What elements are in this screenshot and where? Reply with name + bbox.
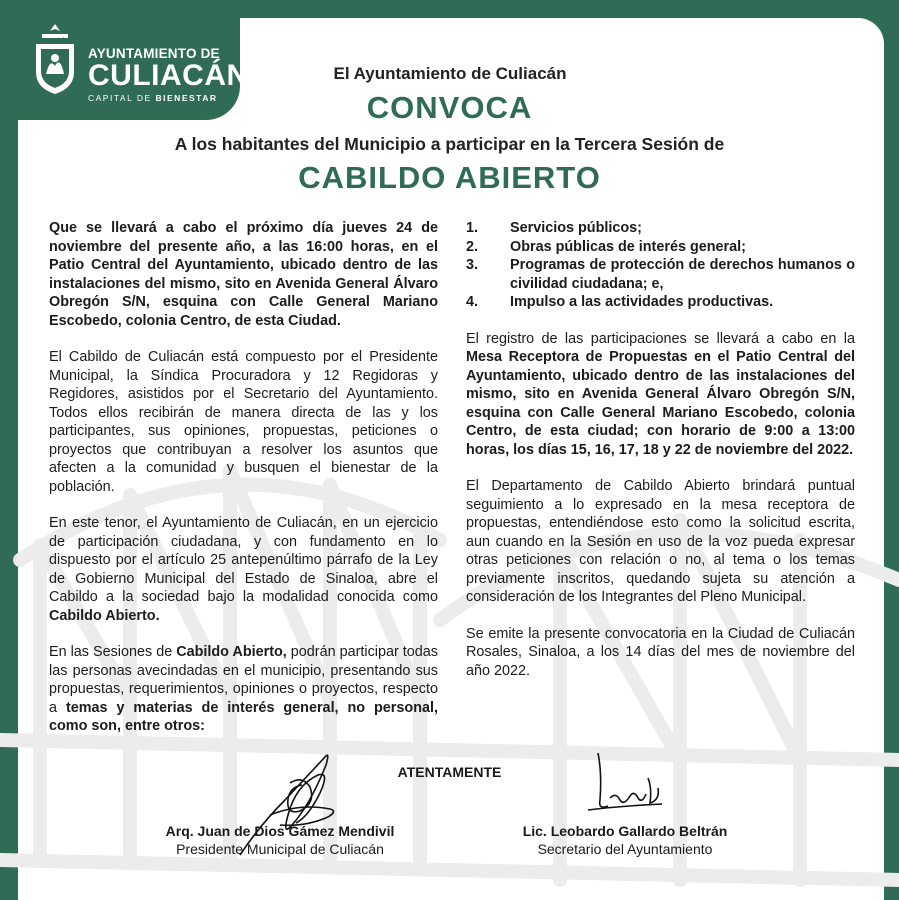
signer-block-left [130,822,430,858]
topics-list [466,219,855,312]
announcement-paragraph: Que se llevará a cabo el próximo día jueves 24 de noviembre del presente año, a las 16:00 horas, en el Patio Central del Ayuntamiento, ubicado dentro de las instalaciones del mismo, sito en Avenida General Álvaro Obregón S/N, esquina con Calle General Mariano Escobedo, colonia Centro, de esta Ciudad. [49,220,438,329]
issuance-paragraph: Se emite la presente convocatoria en la Ciudad de Culiacán Rosales, Sinaloa, a los 14 días del mes de noviembre del año 2022. [466,625,855,679]
city-crest-icon [32,22,78,96]
left-column [49,219,438,754]
logo-tagline-bold: BIENESTAR [155,93,218,103]
list-item [466,238,855,257]
participation-bold-2: temas y materias de interés general, no personal, como son, entre otros: [49,699,438,734]
logo-line-1: AYUNTAMIENTO DE [88,46,220,61]
organization-heading: El Ayuntamiento de Culiacán [333,64,567,83]
logo-tagline-prefix: CAPITAL DE [88,93,156,103]
list-item [466,219,855,238]
composition-paragraph: El Cabildo de Culiacán está compuesto por el Presidente Municipal, la Síndica Procuradora y 12 Regidoras y Regidores, asistidos por el Secretario del Ayuntamiento. Todos ellos recibirán de manera directa de las y los participantes, sus opiniones, propuestas, peticiones o proyectos que contribuyan a resolver los asuntos que afecten a la comunidad y busquen el bienestar de la población. [49,349,438,495]
registration-text: El registro de las participaciones se llevará a cabo en la [466,330,855,347]
signer-left-title: Presidente Municipal de Culiacán [176,841,384,857]
legal-basis-text: En este tenor, el Ayuntamiento de Culiacán, en un ejercicio de participación ciudadana, y con fundamento en lo dispuesto por el artículo 25 antepenúltimo párrafo de la Ley de Gobierno Municipal del Estado de Sinaloa, abre el Cabildo a la sociedad bajo la modalidad conocida como [49,515,438,605]
list-item [466,293,855,312]
event-title: CABILDO ABIERTO [298,160,601,195]
signer-left-name: Arq. Juan de Dios Gámez Mendivil [165,823,395,839]
crest-label: CULIACÁN [40,38,70,44]
registration-bold: Mesa Receptora de Propuestas en el Patio Central del Ayuntamiento, ubicado dentro de las instalaciones del mismo, sito en Avenida General Álvaro Obregón S/N, esquina con Calle General Mariano Escobedo, colonia Centro, de esta ciudad; con horario de 9:00 a 13:00 horas, los días 15, 16, 17, 18 y 22 de noviembre del 2022. [466,349,855,458]
list-item [466,256,855,293]
participation-bold-1: Cabildo Abierto, [176,644,287,660]
signer-right-title: Secretario del Ayuntamiento [537,841,713,857]
list-item-number: 2. [466,238,479,255]
list-item-text: Programas de protección de derechos humanos o civilidad ciudadana; e, [510,257,855,292]
closing-salutation: ATENTAMENTE [397,764,502,780]
right-column [466,219,855,698]
list-item-text: Obras públicas de interés general; [510,238,746,255]
list-item-number: 3. [466,257,479,273]
signer-right-name: Lic. Leobardo Gallardo Beltrán [522,823,728,839]
participation-paragraph [49,643,438,736]
legal-basis-paragraph [49,514,438,625]
list-item-text: Impulso a las actividades productivas. [510,294,774,310]
list-item-text: Servicios públicos; [510,220,642,236]
legal-basis-bold: Cabildo Abierto. [49,607,160,624]
list-item-number: 4. [466,294,479,310]
invitation-line: A los habitantes del Municipio a participar en la Tercera Sesión de [174,134,725,154]
list-item-number: 1. [466,220,479,236]
participation-text-a: En las Sesiones de [49,644,177,660]
signer-block-right [480,822,770,858]
logo-line-2: CULIACÁN [88,59,249,92]
registration-paragraph [466,330,855,460]
follow-up-paragraph: El Departamento de Cabildo Abierto brindará puntual seguimiento a lo expresado en la mesa receptora de propuestas, entendiéndose esto como la solicitud escrita, aun cuando en la Sesión en uso de la voz pueda expresar otras peticiones con relación o no, al tema o los temas previamente inscritos, quedando sujeta su atención a consideración de los Integrantes del Pleno Municipal. [466,478,855,605]
convoca-title: CONVOCA [366,90,533,125]
participation-text-b: podrán participar todas las personas avecindadas en el municipio, presentando sus propuestas, requerimientos, opiniones o proyectos, respecto a [49,644,438,716]
